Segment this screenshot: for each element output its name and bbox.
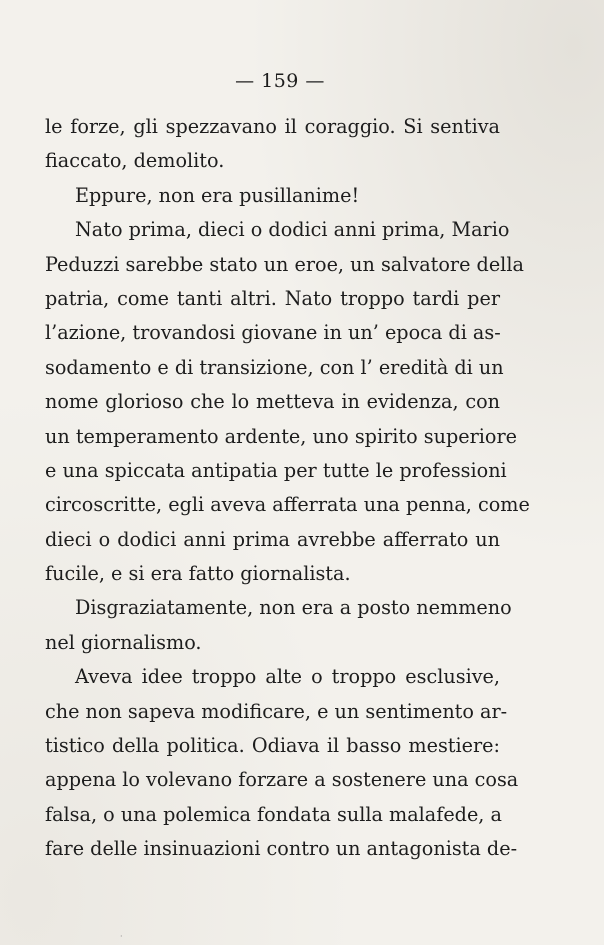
text-line: le forze, gli spezzavano il coraggio. Si sentiva (45, 115, 500, 138)
text-line: Eppure, non era pusillanime! (75, 183, 360, 207)
text-line: Aveva idee troppo alte o troppo esclusive, (75, 665, 500, 689)
text-line: nome glorioso che lo metteva in evidenza, con (45, 390, 500, 414)
text-line: patria, come tanti altri. Nato troppo tardi per (45, 286, 500, 310)
text-line: fucile, e si era fatto giornalista. (45, 562, 351, 586)
text-line: che non sapeva modificare, e un sentimento ar- (45, 699, 508, 723)
text-line: fare delle insinuazioni contro un antagonista de- (45, 837, 518, 861)
body-text (45, 110, 530, 867)
paper-speck: · (120, 932, 123, 941)
text-line: e una spiccata antipatia per tutte le professioni (45, 458, 507, 482)
text-line: l’azione, trovandosi giovane in un’ epoca di as- (45, 321, 501, 345)
text-line: Disgraziatamente, non era a posto nemmeno (75, 596, 512, 620)
text-line: appena lo volevano forzare a sostenere una cosa (45, 768, 519, 792)
text-line: nel giornalismo. (45, 630, 202, 654)
page-number: — 159 — (235, 70, 325, 92)
text-line: circoscritte, egli aveva afferrata una penna, come (45, 493, 530, 517)
text-line: un temperamento ardente, uno spirito superiore (45, 424, 517, 448)
text-line: sodamento e di transizione, con l’ eredità di un (45, 355, 504, 379)
text-line: Peduzzi sarebbe stato un eroe, un salvatore della (45, 252, 524, 276)
text-line: Nato prima, dieci o dodici anni prima, Mario (75, 218, 510, 242)
text-line: falsa, o una polemica fondata sulla malafede, a (45, 802, 502, 826)
text-line: dieci o dodici anni prima avrebbe afferrato un (45, 527, 500, 551)
text-line: fiaccato, demolito. (45, 149, 225, 173)
text-line: tistico della politica. Odiava il basso mestiere: (45, 734, 500, 758)
